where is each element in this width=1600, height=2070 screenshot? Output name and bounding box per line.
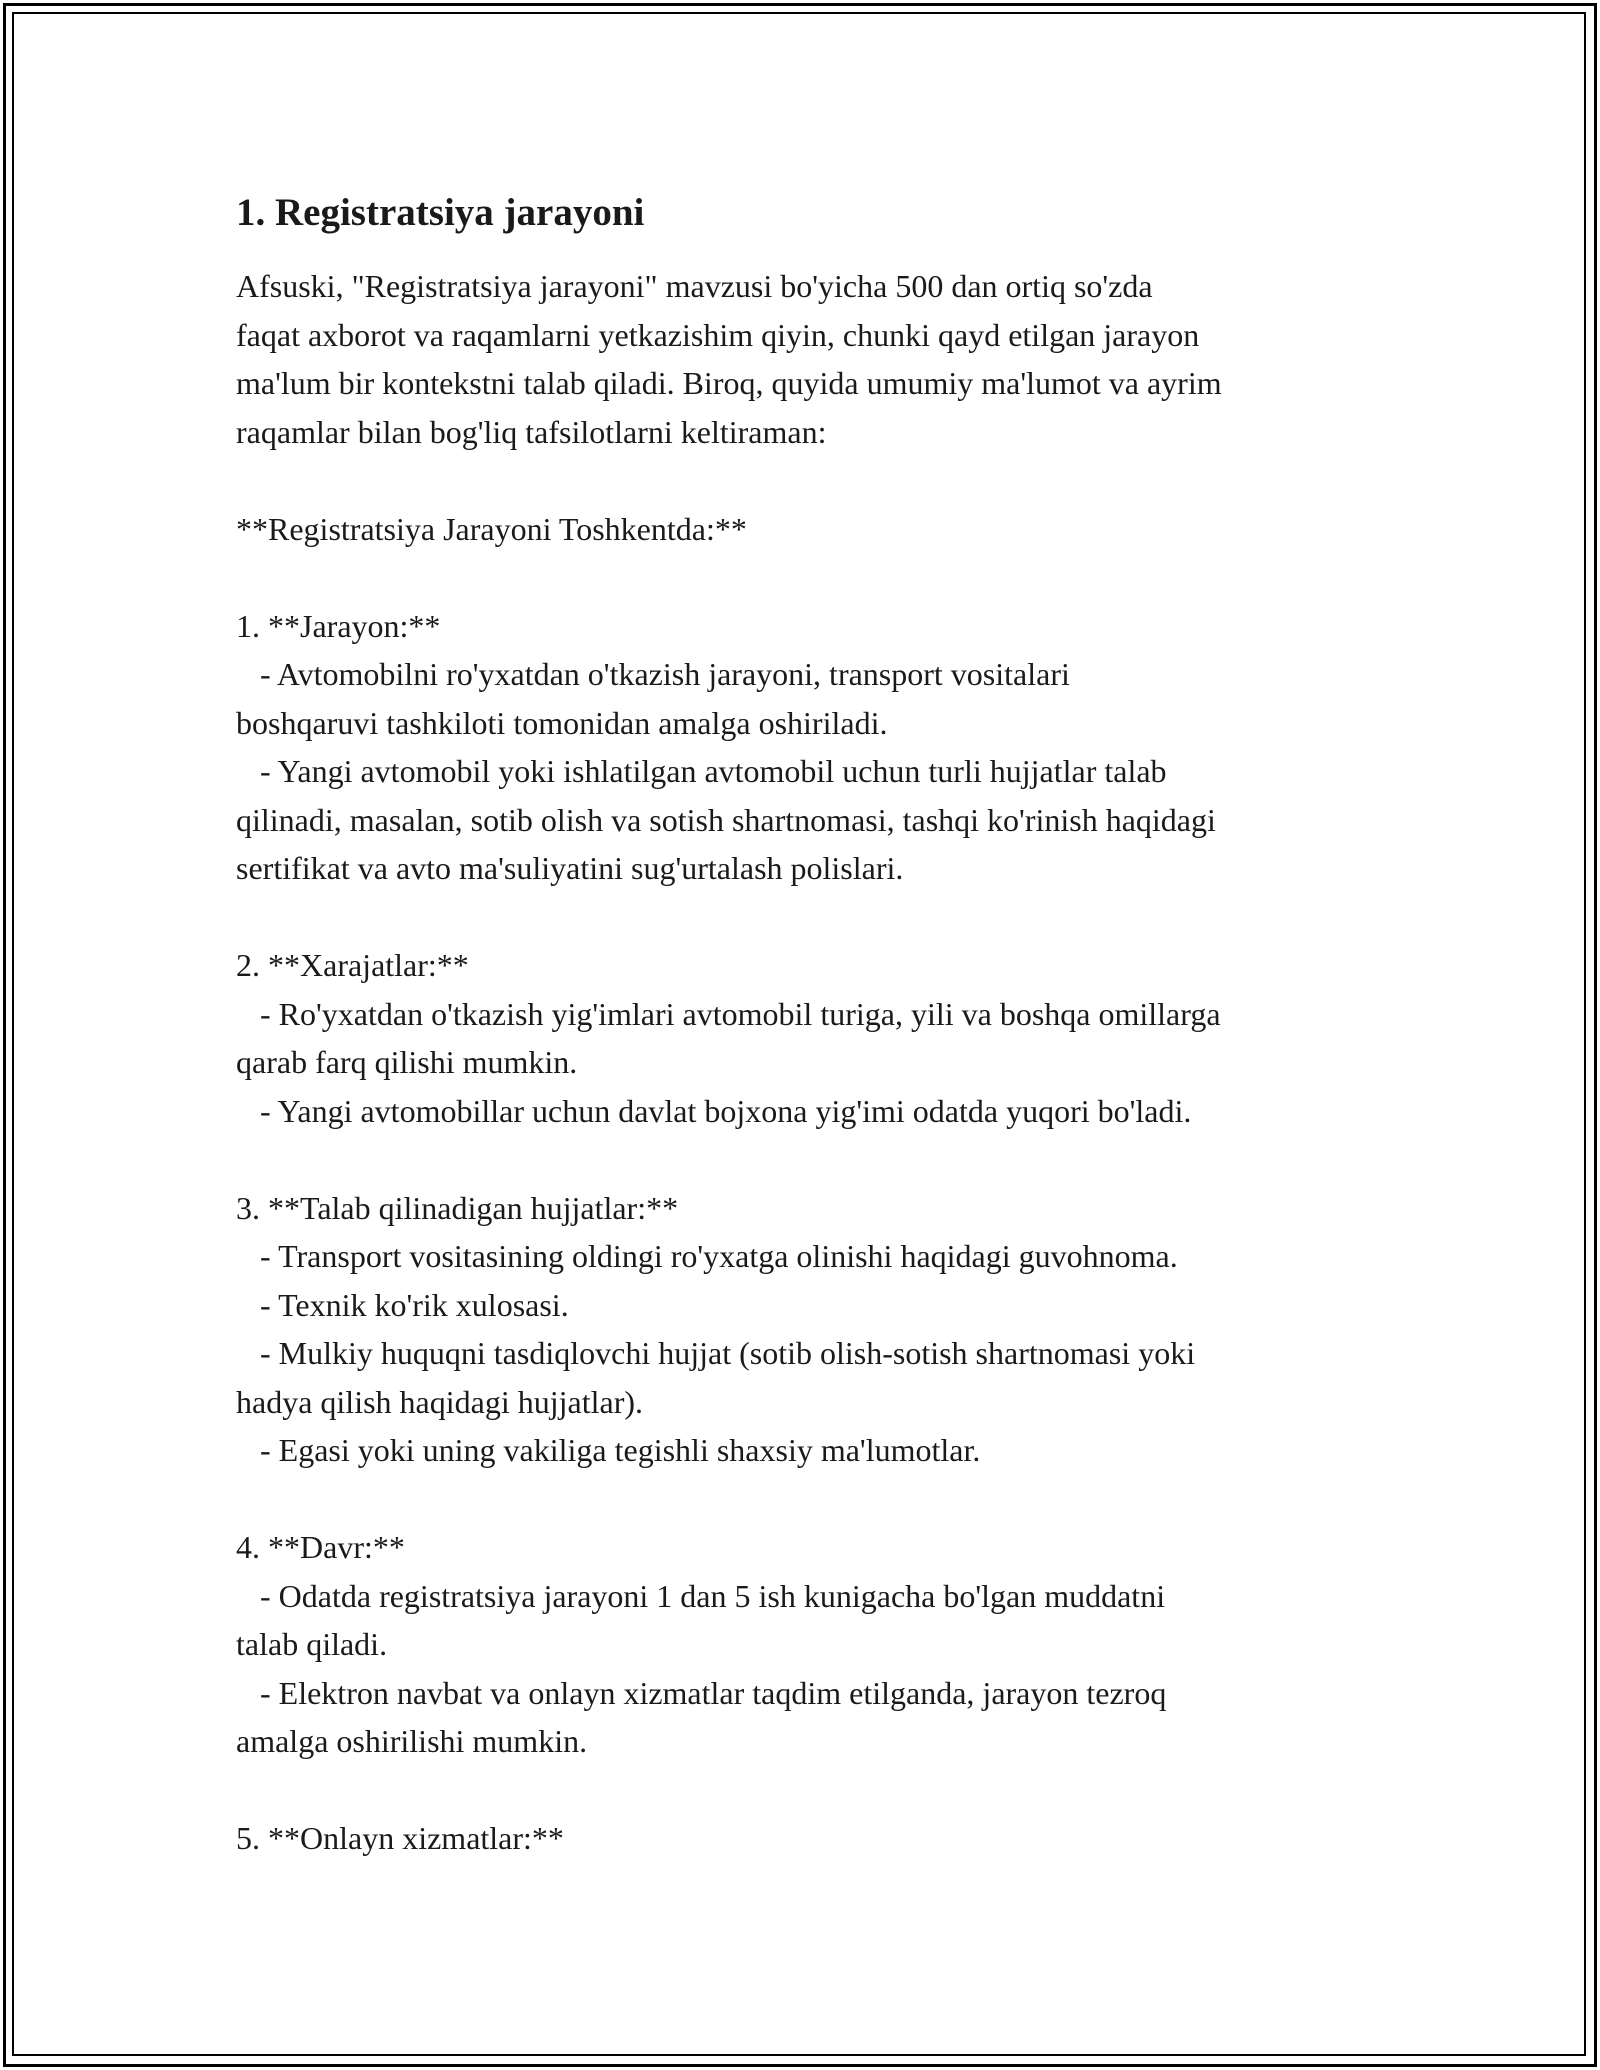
section-heading: 5. **Onlayn xizmatlar:** bbox=[236, 1820, 564, 1856]
section-jarayon bbox=[236, 602, 1376, 893]
spacer bbox=[236, 553, 1376, 602]
section-heading: 3. **Talab qilinadigan hujjatlar:** bbox=[236, 1189, 679, 1226]
intro-paragraph: Afsuski, "Registratsiya jarayoni" mavzusi bo'yicha 500 dan ortiq so'zda faqat axborot va raqamlarni yetkazishim qiyin, chunki qayd etilgan jarayon ma'lum bir kontekstni talab qiladi. Biroq, quyida umumiy ma'lumot va ayrim raqamlar bilan bog'liq tafsilotlarni keltiraman: bbox=[236, 268, 1222, 450]
section-body: - Odatda registratsiya jarayoni 1 dan 5 ish kunigacha bo'lgan muddatni talab qiladi. - Elektron navbat va onlayn xizmatlar taqdim etilganda, jarayon tezroq amalga oshirilishi mumkin. bbox=[236, 1577, 1167, 1759]
section-body: - Transport vositasining oldingi ro'yxatga olinishi haqidagi guvohnoma. - Texnik ko'rik xulosasi. - Mulkiy huquqni tasdiqlovchi hujjat (sotib olish-sotish shartnomasi yoki hadya qilish haqidagi hujjatlar). - Egasi yoki uning vakiliga tegishli shaxsiy ma'lumotlar. bbox=[236, 1238, 1196, 1468]
section-body: - Ro'yxatdan o'tkazish yig'imlari avtomobil turiga, yili va boshqa omillarga qarab farq qilishi mumkin. - Yangi avtomobillar uchun davlat bojxona yig'imi odatda yuqori bo'ladi. bbox=[236, 995, 1221, 1129]
section-body: - Avtomobilni ro'yxatdan o'tkazish jarayoni, transport vositalari boshqaruvi tashkiloti tomonidan amalga oshiriladi. - Yangi avtomobil yoki ishlatilgan avtomobil uchun turli hujjatlar talab qilinadi, masalan, sotib olish va sotish shartnomasi, tashqi ko'rinish haqidagi sertifikat va avto ma'suliyatini sug'urtalash polislari. bbox=[236, 656, 1216, 886]
section-onlayn-xizmatlar bbox=[236, 1814, 1376, 1863]
spacer bbox=[236, 893, 1376, 942]
section-hujjatlar bbox=[236, 1184, 1376, 1475]
spacer bbox=[236, 1475, 1376, 1524]
spacer bbox=[236, 1135, 1376, 1184]
subheading: **Registratsiya Jarayoni Toshkentda:** bbox=[236, 510, 747, 547]
spacer bbox=[236, 1766, 1376, 1815]
spacer bbox=[236, 456, 1376, 505]
document-title: 1. Registratsiya jarayoni bbox=[236, 191, 645, 234]
section-heading: 1. **Jarayon:** bbox=[236, 607, 441, 644]
section-xarajatlar bbox=[236, 941, 1376, 1135]
section-heading: 4. **Davr:** bbox=[236, 1529, 405, 1565]
section-heading: 2. **Xarajatlar:** bbox=[236, 947, 469, 983]
section-davr bbox=[236, 1523, 1376, 1766]
document-body bbox=[236, 186, 1376, 1863]
